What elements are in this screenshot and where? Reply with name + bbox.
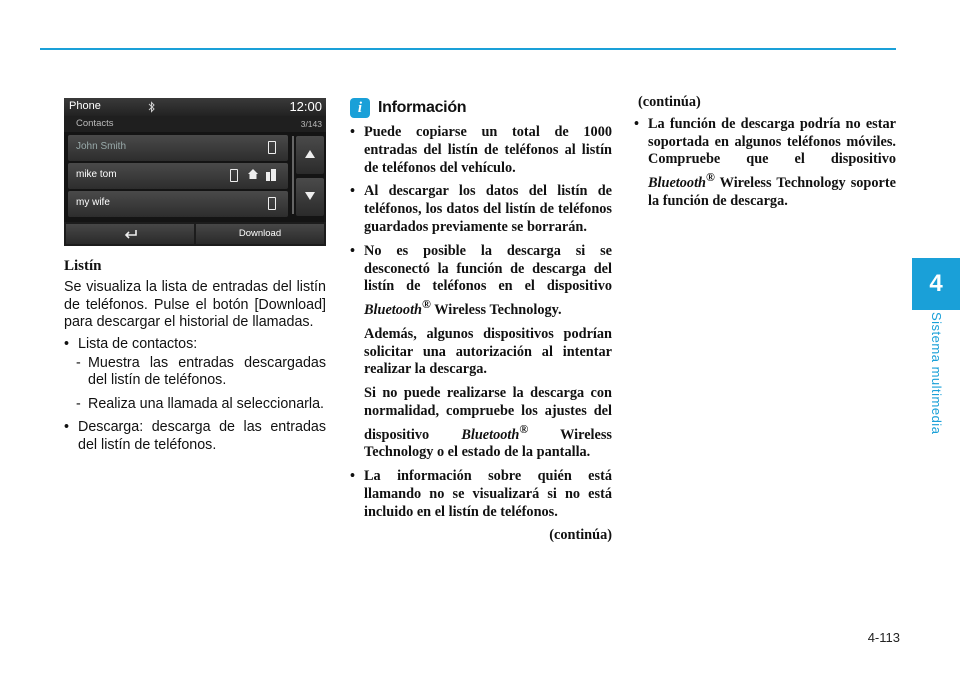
scroll-down-button[interactable] (296, 178, 324, 216)
bullet-contacts: • Lista de contactos: (64, 336, 326, 353)
bluetooth-term: Bluetooth (364, 301, 422, 318)
chapter-tab (912, 258, 960, 310)
continues-note: (continúa) (549, 527, 612, 544)
bluetooth-term: Bluetooth (648, 174, 706, 191)
column-right (634, 94, 896, 217)
contact-row[interactable] (68, 163, 288, 189)
contact-row[interactable] (68, 191, 288, 217)
back-button[interactable] (66, 224, 194, 244)
contact-row[interactable] (68, 135, 288, 161)
continued-note: (continúa) (638, 94, 701, 110)
contacts-count: 3/143 (300, 119, 322, 129)
list-scrollbar[interactable] (292, 136, 294, 214)
info-icon: i (350, 98, 370, 118)
contact-name: mike tom (76, 169, 117, 180)
info-text: Wireless Technology. (434, 301, 562, 318)
triangle-down-icon (305, 192, 315, 200)
home-icon (247, 168, 259, 180)
screen-title: Phone (69, 100, 101, 112)
screen-clock: 12:00 (289, 99, 322, 114)
info-text: La función de descarga podría no estar soportada en algunos teléfonos móviles. Compruebe que el dispositivo (648, 115, 896, 168)
info-bullet (350, 243, 612, 320)
download-button[interactable]: Download (196, 224, 324, 244)
screen-title-bar (64, 98, 326, 116)
info-bullet (634, 116, 896, 211)
info-paragraph: Además, algunos dispositivos podrían solicitar una autorización al intentar realizar la descarga. (364, 325, 612, 378)
info-text: Wireless Technology o el estado de la pantalla. (364, 426, 612, 461)
dash-item: - Muestra las entradas descargadas del listín de teléfonos. (64, 355, 326, 390)
page-number: 4-113 (867, 630, 900, 645)
bullet-download: • Descarga: descarga de las entradas del listín de teléfonos. (64, 419, 326, 454)
registered-mark: ® (706, 170, 715, 185)
triangle-up-icon (305, 150, 315, 158)
info-text: Si no puede realizarse la descarga con normalidad, compruebe los ajustes del dispositivo (364, 385, 612, 443)
info-text: Wireless Technology soporte la función de descarga. (648, 174, 896, 209)
scroll-up-button[interactable] (296, 136, 324, 174)
info-bullet: • Al descargar los datos del listín de teléfonos, los datos del listín de teléfonos guardados previamente se borrarán. (350, 183, 612, 236)
dash-item: - Realiza una llamada al seleccionarla. (64, 396, 326, 413)
bluetooth-term: Bluetooth (461, 426, 520, 443)
registered-mark: ® (422, 297, 431, 312)
section-heading: Listín (64, 258, 102, 274)
info-paragraph (350, 385, 612, 462)
info-title: Información (378, 99, 467, 117)
chapter-number: 4 (929, 270, 943, 297)
header-rule (40, 48, 896, 50)
contact-name: John Smith (76, 141, 127, 152)
back-arrow-icon (124, 229, 138, 239)
chapter-label: Sistema multimedia (929, 312, 944, 435)
column-middle (350, 98, 612, 545)
info-bullet: • La información sobre quién está llamando no se visualizará si no está incluido en el listín de teléfonos. (350, 468, 612, 521)
registered-mark: ® (519, 421, 529, 436)
info-text: No es posible la descarga si se desconectó la función de descarga del listín de teléfonos en el dispositivo (364, 242, 612, 295)
office-icon (265, 168, 277, 182)
contact-name: my wife (76, 197, 110, 208)
info-bullet: • Puede copiarse un total de 1000 entradas del listín de teléfonos al listín de teléfonos del vehículo. (350, 124, 612, 177)
mobile-phone-icon (268, 197, 276, 210)
info-header (350, 98, 612, 118)
phone-screen-image (64, 98, 326, 246)
mobile-phone-icon (230, 169, 238, 182)
mobile-phone-icon (268, 141, 276, 154)
contacts-title: Contacts (76, 118, 114, 129)
intro-paragraph: Se visualiza la lista de entradas del listín de teléfonos. Pulse el botón [Download] para descargar el historial de llamadas. (64, 279, 326, 331)
bluetooth-icon (148, 101, 155, 113)
column-left (64, 258, 326, 456)
